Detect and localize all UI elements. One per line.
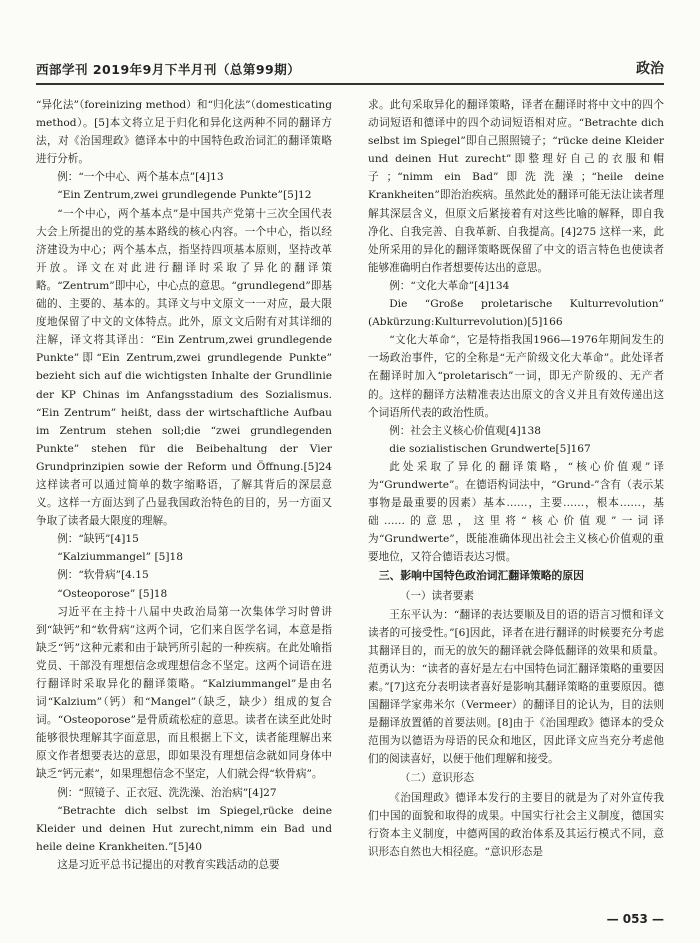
body-paragraph: “Osteoporose” [5]18: [57, 587, 168, 600]
body-paragraph: “Betrachte dich selbst im Spiegel,rücke deine Kleider und deinen Hut zurecht,nimm ein Bad und heile deine Krankheiten.”[5]40: [36, 804, 332, 853]
body-paragraph: “文化大革命”，它是特指我国1966—1976年期间发生的一场政治事件，它的全称是“无产阶级文化大革命”。此处译者在翻译时加入“proletarisch”一词，即无产阶级的、无产者的。这样的翻译方法精准表达出原文的含义并且有效传递出这个词语所代表的政治性质。: [368, 334, 664, 419]
header-divider: [36, 83, 664, 85]
body-paragraph: “Ein Zentrum,zwei grundlegende Punkte”[5]12: [57, 189, 312, 202]
body-paragraph: 例：社会主义核心价值观[4]138: [389, 424, 541, 437]
body-paragraph: 例：“软骨病”[4.15: [57, 569, 149, 582]
body-paragraph: 例：“文化大革命”[4]134: [389, 279, 510, 292]
body-paragraph: 这是习近平总书记提出的对教育实践活动的总要: [57, 858, 280, 871]
body-paragraph: 此处采取了异化的翻译策略，“核心价值观”译为“Grundwerte”。在德语构词法中，“Grund-”含有（表示某事物是最重要的因素）基本……，主要……，根本……，基础……的意思，这里将“核心价值观”一词译为“Grundwerte”，既能准确体现出社会主义核心价值观的重要地位，又符合德语表达习惯。: [368, 460, 664, 564]
body-paragraph: “Kalziummangel” [5]18: [57, 551, 183, 564]
section-label: 政治: [636, 61, 664, 77]
body-paragraph: Die “Große proletarische Kulturrevolution” (Abkürzung:Kulturrevolution)[5]166: [368, 298, 664, 329]
left-text-column: [36, 96, 332, 874]
page-number: — 053 —: [606, 912, 664, 926]
body-paragraph: die sozialistischen Grundwerte[5]167: [389, 442, 591, 455]
right-text-column: [368, 96, 664, 861]
body-paragraph: 例：“一个中心、两个基本点”[4]13: [57, 171, 224, 184]
body-paragraph: 习近平在主持十八届中央政治局第一次集体学习时曾讲到“缺钙”和“软骨病”这两个词，它们来自医学名词，本意是指缺乏“钙”这种元素和由于缺钙所引起的一种疾病。在此处喻指党员、干部没有理想信念或理想信念不坚定。这两个词语在进行翻译时采取异化的翻译策略。“Kalziummangel”是由名词“Kalzium”（钙）和“Mangel”（缺乏，缺少）组成的复合词。“Osteoporose”是骨质疏松症的意思。读者在读至此处时能够很快理解其字面意思，而且根据上下文，读者能理解出来原文作者想要表达的意思，即如果没有理想信念就如同身体中缺乏“钙元素”，如果理想信念不坚定，人们就会得“软骨病”。: [36, 605, 332, 781]
subsection-heading: （一）读者要素: [399, 589, 474, 602]
body-paragraph: 《治国理政》德译本发行的主要目的就是为了对外宣传我们中国的面貌和取得的成果。中国实行社会主义制度，德国实行资本主义制度，中德两国的政治体系及其运行模式不同，意识形态自然也大相径庭。“意识形态是: [368, 791, 664, 858]
journal-title: 西部学刊 2019年9月下半月刊（总第99期）: [36, 62, 301, 77]
subsection-heading: （二）意识形态: [399, 772, 474, 785]
body-paragraph: “异化法”（foreinizing method）和“归化法”（domesticating method）。[5]本文将立足于归化和异化这两种不同的翻译方法，对《治国理政》德译本中的中国特色政治词汇的翻译策略进行分析。: [36, 99, 332, 166]
body-paragraph: “一个中心，两个基本点”是中国共产党第十三次全国代表大会上所提出的党的基本路线的核心内容。一个中心，指以经济建设为中心；两个基本点，指坚持四项基本原则，坚持改革开放。译文在对此进行翻译时采取了异化的翻译策略。“Zentrum”即中心，中心点的意思。“grundlegend”即基础的、主要的、基本的。其译文与中文原文一一对应，最大限度地保留了中文的文体特点。此外，原文文后附有对其详细的注解，译文将其译出：“Ein Zentrum,zwei grundlegende Punkte”即“Ein Zentrum,zwei grundlegende Punkte” bezieht sich auf die wichtigsten Inhalte der Grundlinie der KP Chinas im Anfangsstadium des Sozialismus. “Ein Zentrum” heißt, dass der wirtschaftliche Aufbau im Zentrum stehen soll;die “zwei grundlegenden Punkte” stehen für die Beibehaltung der Vier Grundprinzipien sowie der Reform und Öffnung.[5]24 这样读者可以通过简单的数字缩略语，了解其背后的深层意义。这样一方面达到了凸显我国政治特色的目的，另一方面又争取了读者最大限度的理解。: [36, 207, 332, 528]
body-paragraph: 求。此句采取异化的翻译策略，译者在翻译时将中文中的四个动词短语和德译中的四个动词短语相对应。“Betrachte dich selbst im Spiegel”即自己照照镜子；“rücke deine Kleider und deinen Hut zurecht”即整理好自己的衣服和帽子；“nimm ein Bad”即洗洗澡；“heile deine Krankheiten”即治治疾病。虽然此处的翻译可能无法让读者理解其深层含义，但原文后紧接着有对这些比喻的解释，即自我净化、自我完善、自我革新、自我提高。[4]275 这样一来，此处所采用的异化的翻译策略既保留了中文的语言特色也使读者能够准确明白作者想要传达出的意思。: [368, 99, 664, 274]
body-paragraph: 王东平认为：“翻译的表达要顺及目的语的语言习惯和译文读者的可接受性。”[6]因此，译者在进行翻译的时候要充分考虑其翻译目的，而无的放矢的翻译就会降低翻译的效果和质量。范勇认为：“读者的喜好是左右中国特色词汇翻译策略的重要因素。”[7]这充分表明读者喜好是影响其翻译策略的重要原因。德国翻译学家弗米尔（Vermeer）的翻译目的论认为，目的法则是翻译放置循的首要法则。[8]由于《治国理政》德译本的受众范围为以德语为母语的民众和地区，因此译文应当充分考虑他们的阅读喜好，以便于他们理解和接受。: [368, 608, 664, 766]
body-paragraph: 例：“缺钙”[4]15: [57, 533, 139, 546]
section-heading: 三、影响中国特色政治词汇翻译策略的原因: [378, 569, 584, 583]
page-header: [36, 58, 664, 80]
body-paragraph: 例：“照镜子、正衣冠、洗洗澡、治治病”[4]27: [57, 786, 277, 799]
